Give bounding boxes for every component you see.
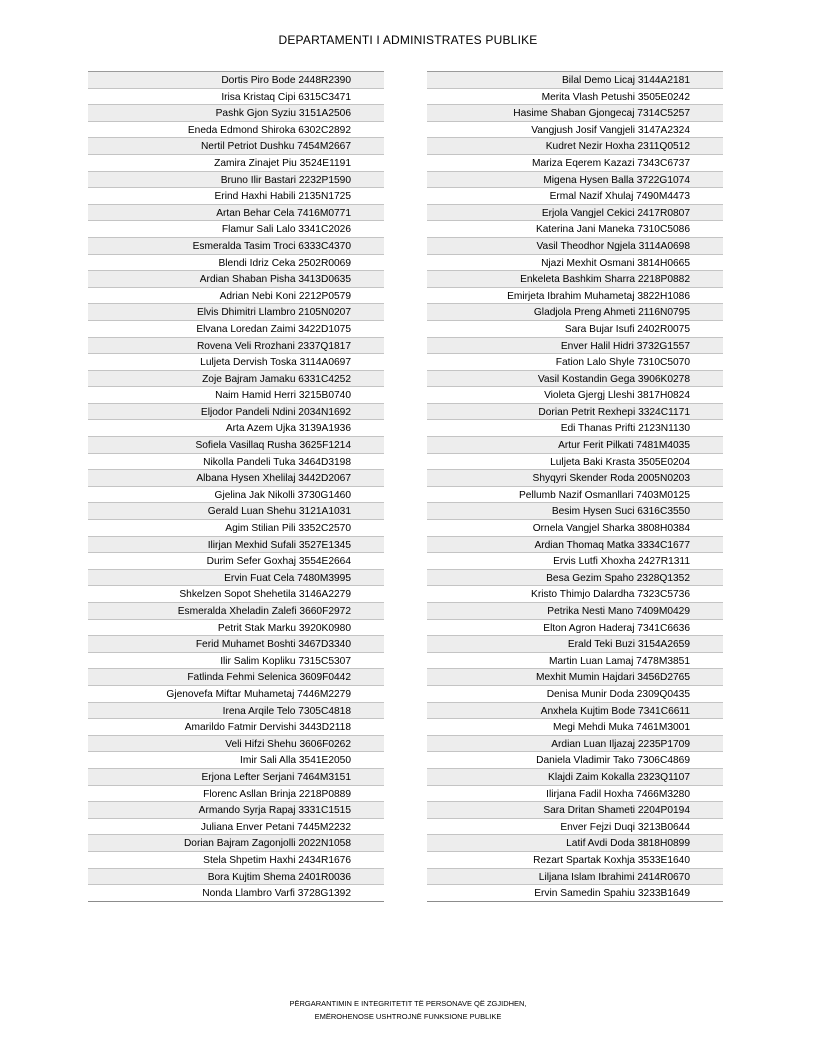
list-item: Juliana Enver Petani 7445M2232	[88, 819, 384, 836]
list-item: Katerina Jani Maneka 7310C5086	[427, 221, 723, 238]
list-item: Enkeleta Bashkim Sharra 2218P0882	[427, 271, 723, 288]
list-item: Denisa Munir Doda 2309Q0435	[427, 686, 723, 703]
list-item: Besa Gezim Spaho 2328Q1352	[427, 570, 723, 587]
footer-line-2: EMËROHENOSE USHTROJNË FUNKSIONE PUBLIKE	[314, 1011, 502, 1021]
list-item: Migena Hysen Balla 3722G1074	[427, 172, 723, 189]
list-item: Gladjola Preng Ahmeti 2116N0795	[427, 304, 723, 321]
list-item: Armando Syrja Rapaj 3331C1515	[88, 802, 384, 819]
list-item: Zoje Bajram Jamaku 6331C4252	[88, 371, 384, 388]
list-item: Luljeta Dervish Toska 3114A0697	[88, 354, 384, 371]
list-item: Ornela Vangjel Sharka 3808H0384	[427, 520, 723, 537]
list-item: Ilir Salim Kopliku 7315C5307	[88, 653, 384, 670]
list-item: Ardian Shaban Pisha 3413D0635	[88, 271, 384, 288]
list-item: Ilirjan Mexhid Sufali 3527E1345	[88, 537, 384, 554]
list-item: Irena Arqile Telo 7305C4818	[88, 703, 384, 720]
list-item: Fation Lalo Shyle 7310C5070	[427, 354, 723, 371]
list-item: Sara Dritan Shameti 2204P0194	[427, 802, 723, 819]
list-item: Elvana Loredan Zaimi 3422D1075	[88, 321, 384, 338]
list-item: Shyqyri Skender Roda 2005N0203	[427, 470, 723, 487]
list-item: Gjenovefa Miftar Muhametaj 7446M2279	[88, 686, 384, 703]
list-item: Enver Fejzi Duqi 3213B0644	[427, 819, 723, 836]
list-item: Veli Hifzi Shehu 3606F0262	[88, 736, 384, 753]
list-item: Ardian Thomaq Matka 3334C1677	[427, 537, 723, 554]
list-item: Ilirjana Fadil Hoxha 7466M3280	[427, 786, 723, 803]
list-item: Elton Agron Haderaj 7341C6636	[427, 620, 723, 637]
list-item: Zamira Zinajet Piu 3524E1191	[88, 155, 384, 172]
list-item: Enver Halil Hidri 3732G1557	[427, 338, 723, 355]
list-item: Daniela Vladimir Tako 7306C4869	[427, 752, 723, 769]
list-item: Eljodor Pandeli Ndini 2034N1692	[88, 404, 384, 421]
list-item: Ervin Samedin Spahiu 3233B1649	[427, 885, 723, 902]
list-item: Latif Avdi Doda 3818H0899	[427, 835, 723, 852]
list-item: Pellumb Nazif Osmanllari 7403M0125	[427, 487, 723, 504]
list-item: Bruno Ilir Bastari 2232P1590	[88, 172, 384, 189]
list-item: Nertil Petriot Dushku 7454M2667	[88, 138, 384, 155]
list-item: Martin Luan Lamaj 7478M3851	[427, 653, 723, 670]
list-item: Dortis Piro Bode 2448R2390	[88, 72, 384, 89]
list-item: Luljeta Baki Krasta 3505E0204	[427, 454, 723, 471]
list-item: Fatlinda Fehmi Selenica 3609F0442	[88, 669, 384, 686]
list-item: Amarildo Fatmir Dervishi 3443D2118	[88, 719, 384, 736]
list-item: Nonda Llambro Varfi 3728G1392	[88, 885, 384, 902]
list-item: Erjona Lefter Serjani 7464M3151	[88, 769, 384, 786]
list-item: Dorian Petrit Rexhepi 3324C1171	[427, 404, 723, 421]
list-item: Erind Haxhi Habili 2135N1725	[88, 188, 384, 205]
list-item: Imir Sali Alla 3541E2050	[88, 752, 384, 769]
list-item: Bora Kujtim Shema 2401R0036	[88, 869, 384, 886]
list-item: Esmeralda Xheladin Zalefi 3660F2972	[88, 603, 384, 620]
list-item: Mariza Eqerem Kazazi 7343C6737	[427, 155, 723, 172]
right-name-list	[427, 71, 723, 902]
list-item: Ervin Fuat Cela 7480M3995	[88, 570, 384, 587]
list-item: Vasil Kostandin Gega 3906K0278	[427, 371, 723, 388]
page-title: DEPARTAMENTI I ADMINISTRATES PUBLIKE	[278, 33, 538, 47]
list-item: Hasime Shaban Gjongecaj 7314C5257	[427, 105, 723, 122]
list-item: Erald Teki Buzi 3154A2659	[427, 636, 723, 653]
list-item: Gjelina Jak Nikolli 3730G1460	[88, 487, 384, 504]
list-item: Emirjeta Ibrahim Muhametaj 3822H1086	[427, 288, 723, 305]
list-item: Stela Shpetim Haxhi 2434R1676	[88, 852, 384, 869]
list-item: Anxhela Kujtim Bode 7341C6611	[427, 703, 723, 720]
list-item: Sofiela Vasillaq Rusha 3625F1214	[88, 437, 384, 454]
list-item: Ermal Nazif Xhulaj 7490M4473	[427, 188, 723, 205]
footer-line-1: PËRGARANTIMIN E INTEGRITETIT TË PERSONAVE QË ZGJIDHEN,	[289, 999, 527, 1008]
list-item: Klajdi Zaim Kokalla 2323Q1107	[427, 769, 723, 786]
list-item: Erjola Vangjel Cekici 2417R0807	[427, 205, 723, 222]
list-item: Artur Ferit Pilkati 7481M4035	[427, 437, 723, 454]
list-item: Elvis Dhimitri Llambro 2105N0207	[88, 304, 384, 321]
list-item: Merita Vlash Petushi 3505E0242	[427, 89, 723, 106]
list-item: Artan Behar Cela 7416M0771	[88, 205, 384, 222]
list-item: Rezart Spartak Koxhja 3533E1640	[427, 852, 723, 869]
list-item: Sara Bujar Isufi 2402R0075	[427, 321, 723, 338]
list-item: Gerald Luan Shehu 3121A1031	[88, 503, 384, 520]
list-item: Blendi Idriz Ceka 2502R0069	[88, 255, 384, 272]
list-item: Violeta Gjergj Lleshi 3817H0824	[427, 387, 723, 404]
list-item: Agim Stilian Pili 3352C2570	[88, 520, 384, 537]
list-item: Florenc Asllan Brinja 2218P0889	[88, 786, 384, 803]
footer	[0, 998, 816, 1023]
list-item: Ervis Lutfi Xhoxha 2427R1311	[427, 553, 723, 570]
list-item: Rovena Veli Rrozhani 2337Q1817	[88, 338, 384, 355]
list-item: Naim Hamid Herri 3215B0740	[88, 387, 384, 404]
list-item: Petrit Stak Marku 3920K0980	[88, 620, 384, 637]
list-item: Pashk Gjon Syziu 3151A2506	[88, 105, 384, 122]
list-item: Adrian Nebi Koni 2212P0579	[88, 288, 384, 305]
list-item: Esmeralda Tasim Troci 6333C4370	[88, 238, 384, 255]
list-item: Albana Hysen Xhelilaj 3442D2067	[88, 470, 384, 487]
list-item: Njazi Mexhit Osmani 3814H0665	[427, 255, 723, 272]
list-item: Shkelzen Sopot Shehetila 3146A2279	[88, 586, 384, 603]
list-item: Vangjush Josif Vangjeli 3147A2324	[427, 122, 723, 139]
list-item: Eneda Edmond Shiroka 6302C2892	[88, 122, 384, 139]
list-item: Besim Hysen Suci 6316C3550	[427, 503, 723, 520]
left-name-list	[88, 71, 384, 902]
list-item: Flamur Sali Lalo 3341C2026	[88, 221, 384, 238]
list-item: Petrika Nesti Mano 7409M0429	[427, 603, 723, 620]
list-item: Edi Thanas Prifti 2123N1130	[427, 420, 723, 437]
list-item: Irisa Kristaq Cipi 6315C3471	[88, 89, 384, 106]
list-item: Ferid Muhamet Boshti 3467D3340	[88, 636, 384, 653]
list-item: Kudret Nezir Hoxha 2311Q0512	[427, 138, 723, 155]
list-item: Ardian Luan Iljazaj 2235P1709	[427, 736, 723, 753]
list-item: Kristo Thimjo Dalardha 7323C5736	[427, 586, 723, 603]
list-item: Bilal Demo Licaj 3144A2181	[427, 72, 723, 89]
list-item: Arta Azem Ujka 3139A1936	[88, 420, 384, 437]
list-item: Dorian Bajram Zagonjolli 2022N1058	[88, 835, 384, 852]
list-item: Nikolla Pandeli Tuka 3464D3198	[88, 454, 384, 471]
list-item: Liljana Islam Ibrahimi 2414R0670	[427, 869, 723, 886]
list-item: Vasil Theodhor Ngjela 3114A0698	[427, 238, 723, 255]
list-item: Mexhit Mumin Hajdari 3456D2765	[427, 669, 723, 686]
list-item: Durim Sefer Goxhaj 3554E2664	[88, 553, 384, 570]
list-item: Megi Mehdi Muka 7461M3001	[427, 719, 723, 736]
